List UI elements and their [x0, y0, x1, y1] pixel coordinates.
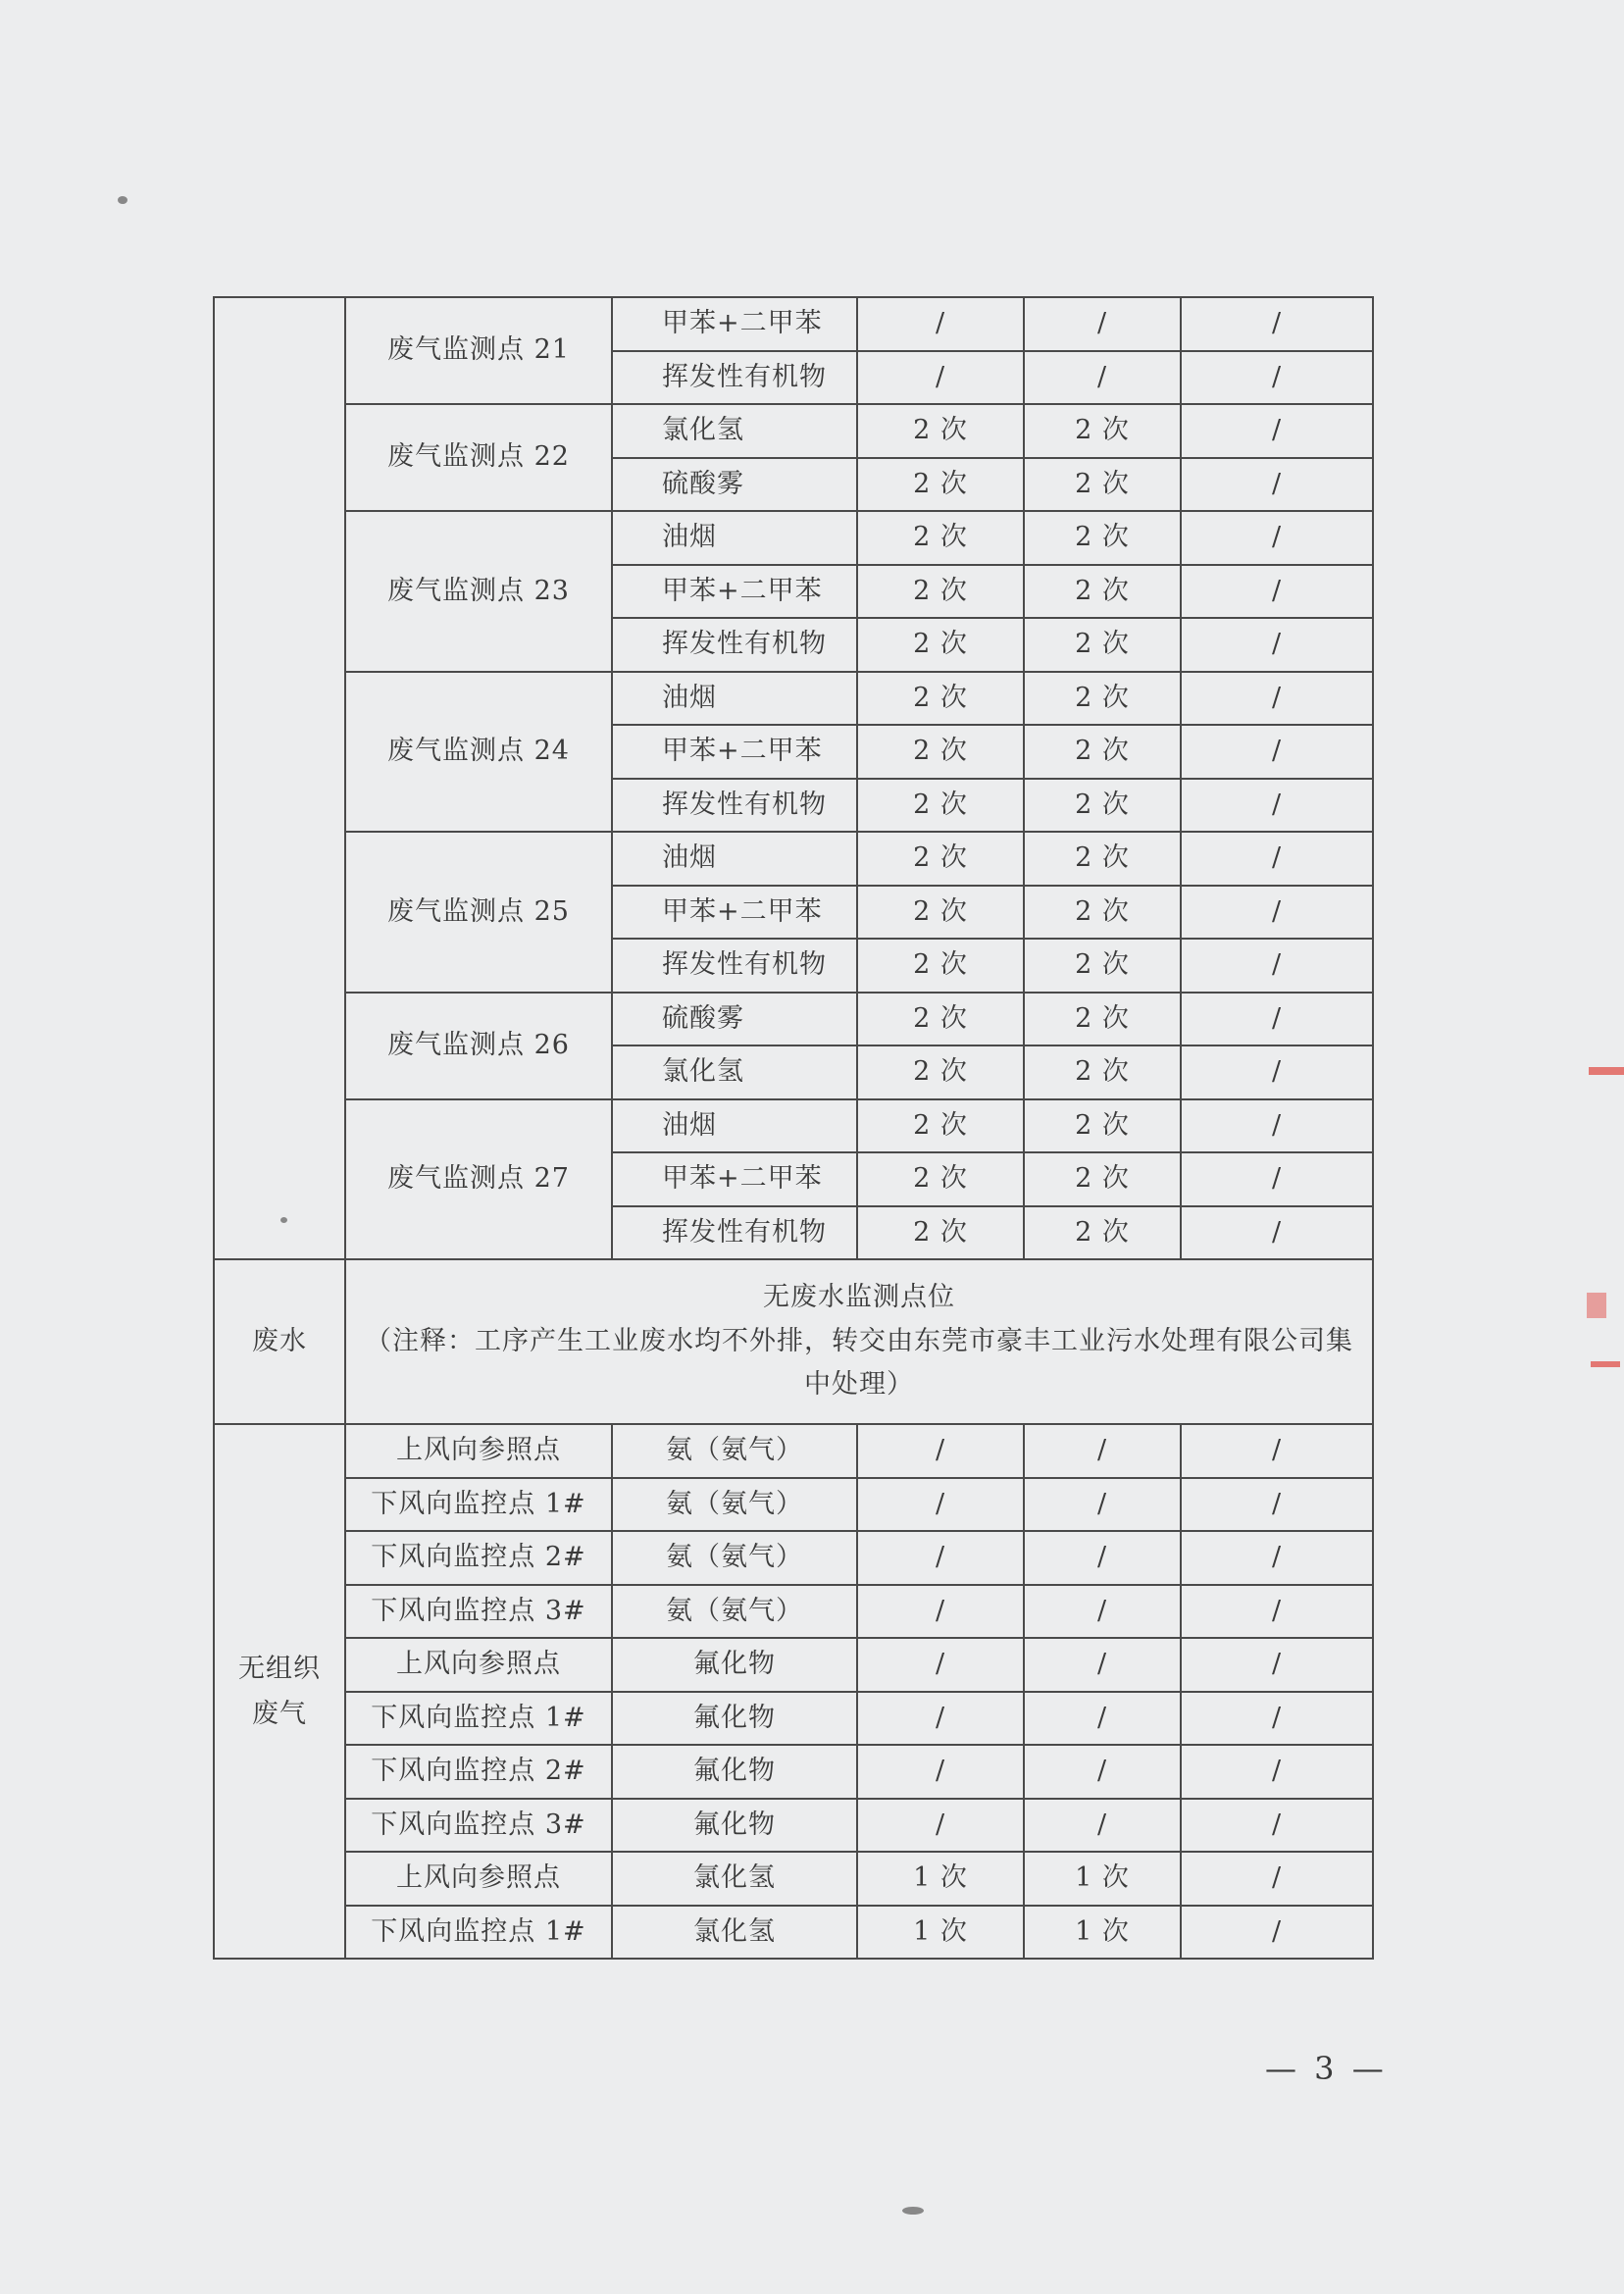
- frequency-cell-3: /: [1181, 886, 1373, 940]
- table-row: [214, 1638, 1373, 1692]
- monitoring-point-cell: 废气监测点 23: [345, 511, 612, 672]
- monitoring-point-cell: 下风向监控点 3#: [345, 1585, 612, 1639]
- frequency-cell-2: 2 次: [1024, 886, 1181, 940]
- frequency-cell-3: /: [1181, 1152, 1373, 1206]
- frequency-cell-2: /: [1024, 351, 1181, 405]
- monitoring-point-cell: 下风向监控点 1#: [345, 1478, 612, 1532]
- pollutant-cell: 挥发性有机物: [612, 351, 857, 405]
- monitoring-table: [213, 296, 1374, 1960]
- monitoring-point-cell: 废气监测点 21: [345, 297, 612, 404]
- frequency-cell-1: /: [857, 1799, 1024, 1853]
- table-row: [214, 672, 1373, 726]
- monitoring-point-cell: 上风向参照点: [345, 1638, 612, 1692]
- pollutant-cell: 甲苯+二甲苯: [612, 886, 857, 940]
- frequency-cell-1: 2 次: [857, 939, 1024, 993]
- frequency-cell-3: /: [1181, 779, 1373, 833]
- frequency-cell-1: 2 次: [857, 511, 1024, 565]
- frequency-cell-1: 2 次: [857, 886, 1024, 940]
- fugitive-category-cell: [214, 1424, 345, 1959]
- table-row: [214, 1745, 1373, 1799]
- frequency-cell-3: /: [1181, 1906, 1373, 1960]
- frequency-cell-3: /: [1181, 1585, 1373, 1639]
- table-row: [214, 1852, 1373, 1906]
- frequency-cell-1: 2 次: [857, 725, 1024, 779]
- monitoring-point-cell: 下风向监控点 1#: [345, 1906, 612, 1960]
- stamp-fragment: [1589, 1067, 1624, 1075]
- pollutant-cell: 挥发性有机物: [612, 1206, 857, 1260]
- pollutant-cell: 氨（氨气）: [612, 1531, 857, 1585]
- scan-speck: [280, 1217, 287, 1223]
- stamp-fragment: [1591, 1361, 1620, 1367]
- frequency-cell-1: 2 次: [857, 832, 1024, 886]
- monitoring-point-cell: 下风向监控点 2#: [345, 1745, 612, 1799]
- frequency-cell-2: /: [1024, 1638, 1181, 1692]
- frequency-cell-2: 2 次: [1024, 672, 1181, 726]
- frequency-cell-1: /: [857, 297, 1024, 351]
- pollutant-cell: 氯化氢: [612, 1906, 857, 1960]
- frequency-cell-1: 2 次: [857, 458, 1024, 512]
- monitoring-point-cell: 上风向参照点: [345, 1852, 612, 1906]
- frequency-cell-3: /: [1181, 1045, 1373, 1099]
- frequency-cell-2: /: [1024, 1745, 1181, 1799]
- frequency-cell-1: 2 次: [857, 993, 1024, 1046]
- frequency-cell-2: 2 次: [1024, 1045, 1181, 1099]
- frequency-cell-3: /: [1181, 511, 1373, 565]
- frequency-cell-2: /: [1024, 1478, 1181, 1532]
- pollutant-cell: 挥发性有机物: [612, 939, 857, 993]
- frequency-cell-3: /: [1181, 565, 1373, 619]
- frequency-cell-1: /: [857, 1585, 1024, 1639]
- pollutant-cell: 氨（氨气）: [612, 1424, 857, 1478]
- frequency-cell-3: /: [1181, 1745, 1373, 1799]
- table-body: [214, 297, 1373, 1959]
- pollutant-cell: 氯化氢: [612, 1852, 857, 1906]
- table-row: [214, 511, 1373, 565]
- frequency-cell-2: 1 次: [1024, 1852, 1181, 1906]
- frequency-cell-1: 2 次: [857, 1152, 1024, 1206]
- frequency-cell-2: /: [1024, 1424, 1181, 1478]
- pollutant-cell: 硫酸雾: [612, 458, 857, 512]
- monitoring-point-cell: 废气监测点 24: [345, 672, 612, 833]
- frequency-cell-1: 1 次: [857, 1852, 1024, 1906]
- frequency-cell-1: 2 次: [857, 1206, 1024, 1260]
- pollutant-cell: 油烟: [612, 511, 857, 565]
- frequency-cell-2: 2 次: [1024, 1099, 1181, 1153]
- monitoring-point-cell: 上风向参照点: [345, 1424, 612, 1478]
- frequency-cell-2: 2 次: [1024, 511, 1181, 565]
- frequency-cell-2: /: [1024, 1585, 1181, 1639]
- pollutant-cell: 油烟: [612, 1099, 857, 1153]
- frequency-cell-2: 2 次: [1024, 832, 1181, 886]
- monitoring-point-cell: 下风向监控点 1#: [345, 1692, 612, 1746]
- frequency-cell-3: /: [1181, 351, 1373, 405]
- frequency-cell-3: /: [1181, 1424, 1373, 1478]
- table-row: [214, 1099, 1373, 1153]
- wastewater-row: [214, 1259, 1373, 1424]
- pollutant-cell: 硫酸雾: [612, 993, 857, 1046]
- pollutant-cell: 氯化氢: [612, 1045, 857, 1099]
- pollutant-cell: 甲苯+二甲苯: [612, 1152, 857, 1206]
- frequency-cell-3: /: [1181, 725, 1373, 779]
- table-row: [214, 1585, 1373, 1639]
- frequency-cell-2: 2 次: [1024, 1152, 1181, 1206]
- frequency-cell-3: /: [1181, 832, 1373, 886]
- pollutant-cell: 氟化物: [612, 1692, 857, 1746]
- monitoring-point-cell: 废气监测点 27: [345, 1099, 612, 1260]
- stamp-fragment: [1587, 1293, 1606, 1318]
- pollutant-cell: 挥发性有机物: [612, 779, 857, 833]
- monitoring-point-cell: 下风向监控点 3#: [345, 1799, 612, 1853]
- table-row: [214, 1478, 1373, 1532]
- pollutant-cell: 氟化物: [612, 1638, 857, 1692]
- table-row: [214, 297, 1373, 351]
- frequency-cell-2: 2 次: [1024, 939, 1181, 993]
- frequency-cell-2: /: [1024, 1531, 1181, 1585]
- table-row: [214, 993, 1373, 1046]
- frequency-cell-3: /: [1181, 404, 1373, 458]
- frequency-cell-2: /: [1024, 1692, 1181, 1746]
- frequency-cell-3: /: [1181, 1852, 1373, 1906]
- frequency-cell-2: 2 次: [1024, 725, 1181, 779]
- table-row: [214, 1906, 1373, 1960]
- pollutant-cell: 甲苯+二甲苯: [612, 725, 857, 779]
- frequency-cell-1: 2 次: [857, 672, 1024, 726]
- frequency-cell-1: /: [857, 1531, 1024, 1585]
- frequency-cell-3: /: [1181, 1799, 1373, 1853]
- frequency-cell-3: /: [1181, 672, 1373, 726]
- frequency-cell-1: /: [857, 351, 1024, 405]
- frequency-cell-2: 2 次: [1024, 993, 1181, 1046]
- frequency-cell-3: /: [1181, 939, 1373, 993]
- table-row: [214, 1692, 1373, 1746]
- frequency-cell-3: /: [1181, 1692, 1373, 1746]
- scan-speck: [902, 2207, 924, 2215]
- pollutant-cell: 甲苯+二甲苯: [612, 297, 857, 351]
- frequency-cell-1: 2 次: [857, 618, 1024, 672]
- frequency-cell-3: /: [1181, 618, 1373, 672]
- frequency-cell-3: /: [1181, 458, 1373, 512]
- frequency-cell-3: /: [1181, 1099, 1373, 1153]
- pollutant-cell: 氨（氨气）: [612, 1585, 857, 1639]
- frequency-cell-2: 2 次: [1024, 779, 1181, 833]
- pollutant-cell: 油烟: [612, 832, 857, 886]
- frequency-cell-2: 2 次: [1024, 458, 1181, 512]
- frequency-cell-2: /: [1024, 1799, 1181, 1853]
- frequency-cell-2: /: [1024, 297, 1181, 351]
- frequency-cell-3: /: [1181, 1478, 1373, 1532]
- frequency-cell-1: /: [857, 1692, 1024, 1746]
- pollutant-cell: 氟化物: [612, 1745, 857, 1799]
- frequency-cell-1: /: [857, 1745, 1024, 1799]
- monitoring-point-cell: 废气监测点 22: [345, 404, 612, 511]
- table-row: [214, 1424, 1373, 1478]
- pollutant-cell: 氯化氢: [612, 404, 857, 458]
- wastewater-note-cell: [345, 1259, 1373, 1424]
- frequency-cell-2: 2 次: [1024, 618, 1181, 672]
- wastewater-note-line: 中处理）: [804, 1369, 914, 1401]
- scan-speck: [118, 196, 127, 204]
- frequency-cell-2: 2 次: [1024, 565, 1181, 619]
- frequency-cell-1: 2 次: [857, 1099, 1024, 1153]
- frequency-cell-1: 1 次: [857, 1906, 1024, 1960]
- frequency-cell-3: /: [1181, 1531, 1373, 1585]
- monitoring-point-cell: 废气监测点 26: [345, 993, 612, 1099]
- pollutant-cell: 氟化物: [612, 1799, 857, 1853]
- frequency-cell-1: 2 次: [857, 779, 1024, 833]
- category-label-line: 废气: [252, 1698, 307, 1729]
- wastewater-note-line: （注释：工序产生工业废水均不外排，转交由东莞市豪丰工业污水处理有限公司集: [365, 1325, 1353, 1356]
- frequency-cell-1: /: [857, 1424, 1024, 1478]
- frequency-cell-3: /: [1181, 1206, 1373, 1260]
- table-row: [214, 1531, 1373, 1585]
- monitoring-point-cell: 下风向监控点 2#: [345, 1531, 612, 1585]
- category-label-line: 无组织: [238, 1653, 321, 1684]
- pollutant-cell: 氨（氨气）: [612, 1478, 857, 1532]
- frequency-cell-1: 2 次: [857, 565, 1024, 619]
- wastewater-category-cell: 废水: [214, 1259, 345, 1424]
- frequency-cell-1: 2 次: [857, 404, 1024, 458]
- frequency-cell-3: /: [1181, 297, 1373, 351]
- frequency-cell-3: /: [1181, 993, 1373, 1046]
- pollutant-cell: 甲苯+二甲苯: [612, 565, 857, 619]
- pollutant-cell: 挥发性有机物: [612, 618, 857, 672]
- frequency-cell-2: 2 次: [1024, 1206, 1181, 1260]
- table-row: [214, 1799, 1373, 1853]
- monitoring-point-cell: 废气监测点 25: [345, 832, 612, 993]
- category-cell: [214, 297, 345, 1259]
- wastewater-note-line: 无废水监测点位: [763, 1282, 955, 1313]
- frequency-cell-2: 1 次: [1024, 1906, 1181, 1960]
- frequency-cell-3: /: [1181, 1638, 1373, 1692]
- frequency-cell-2: 2 次: [1024, 404, 1181, 458]
- table-row: [214, 832, 1373, 886]
- page-number: — 3 —: [1265, 2050, 1388, 2087]
- frequency-cell-1: /: [857, 1478, 1024, 1532]
- pollutant-cell: 油烟: [612, 672, 857, 726]
- table-row: [214, 404, 1373, 458]
- frequency-cell-1: 2 次: [857, 1045, 1024, 1099]
- frequency-cell-1: /: [857, 1638, 1024, 1692]
